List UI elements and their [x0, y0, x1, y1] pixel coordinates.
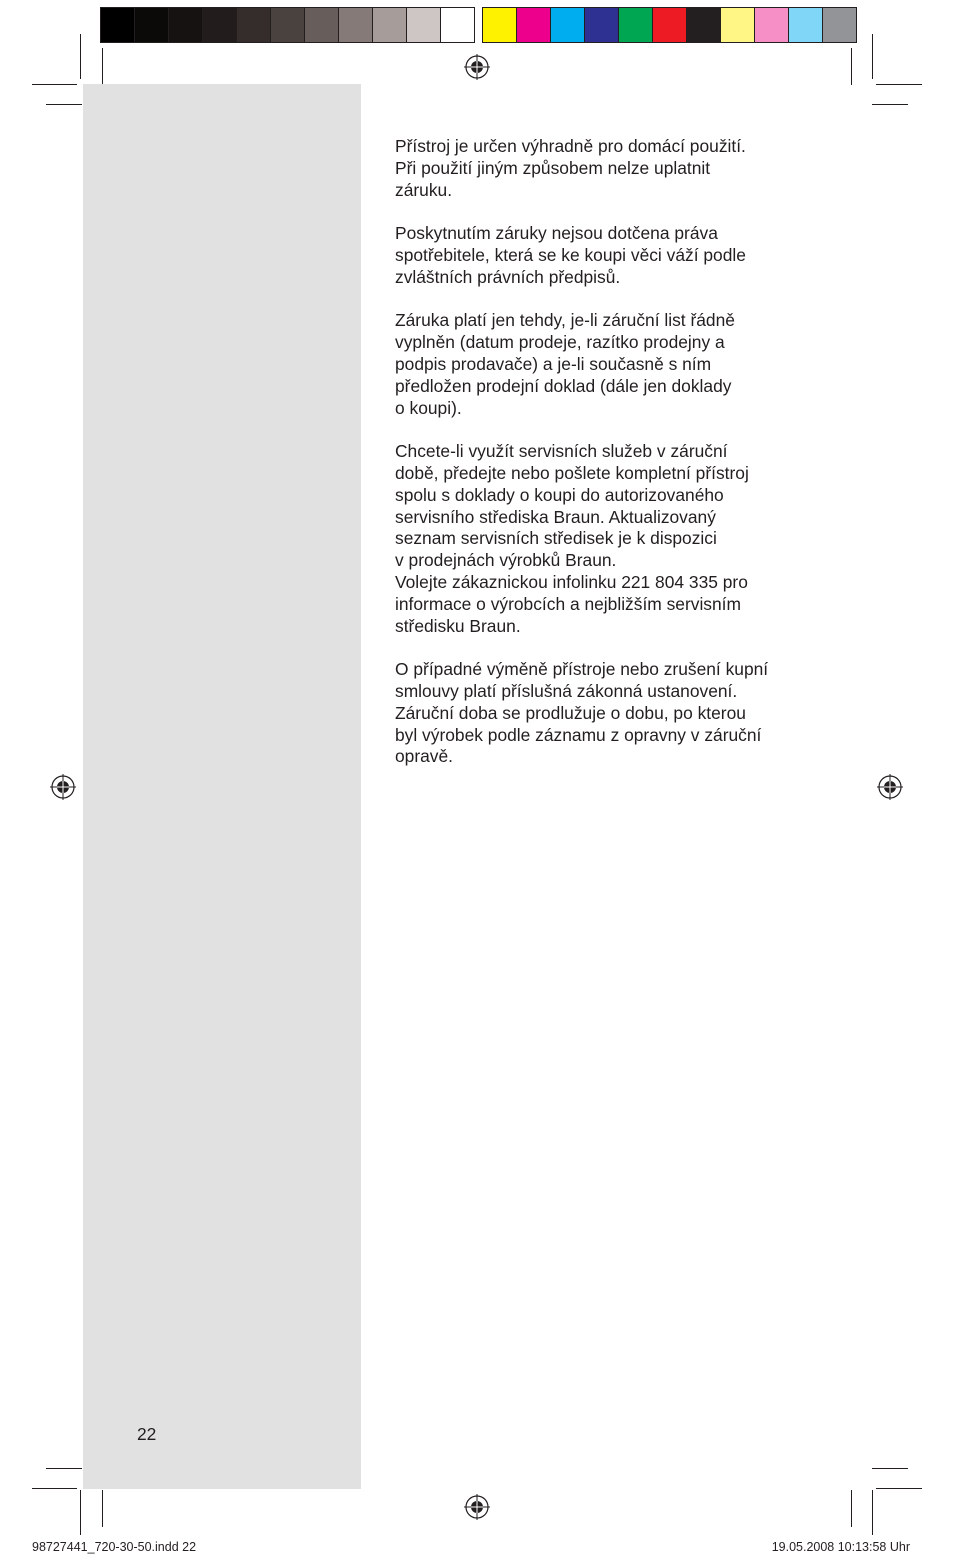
crop-mark [872, 1490, 873, 1535]
crop-mark [32, 1488, 77, 1489]
color-swatch [551, 8, 585, 42]
color-swatch [619, 8, 653, 42]
crop-mark [46, 104, 82, 105]
color-swatch [687, 8, 721, 42]
crop-mark [80, 34, 81, 79]
registration-mark-icon [50, 774, 76, 800]
color-swatch [407, 8, 441, 42]
color-swatch [271, 8, 305, 42]
color-swatch [653, 8, 687, 42]
color-swatch [483, 8, 517, 42]
color-swatch [305, 8, 339, 42]
registration-mark-icon [464, 1494, 490, 1520]
color-swatch [585, 8, 619, 42]
crop-mark [876, 1488, 922, 1489]
color-swatch [441, 8, 474, 42]
crop-mark [851, 48, 852, 85]
color-swatch [373, 8, 407, 42]
color-swatch [755, 8, 789, 42]
color-swatch [237, 8, 271, 42]
color-swatch [101, 8, 135, 42]
color-swatch [517, 8, 551, 42]
crop-mark [46, 1468, 82, 1469]
paragraph: O případné výměně přístroje nebo zrušení kupní smlouvy platí příslušná zákonná ustanovení. Záruční doba se prodlužuje o dobu, po kterou byl výrobek podle záznamu z opravny v záruční opravě. [395, 659, 769, 767]
paragraph: Záruka platí jen tehdy, je-li záruční list řádně vyplněn (datum prodeje, razítko prodejny a podpis prodavače) a je-li současně s ním předložen prodejní doklad (dále jen doklady o koupi). [395, 310, 735, 418]
crop-mark [872, 34, 873, 79]
crop-mark [872, 1468, 908, 1469]
page-number: 22 [137, 1424, 157, 1444]
color-swatch [721, 8, 755, 42]
crop-mark [102, 1490, 103, 1527]
color-swatch [789, 8, 823, 42]
crop-mark [102, 48, 103, 85]
color-swatch [135, 8, 169, 42]
grayscale-color-bar [100, 7, 475, 43]
gray-margin-panel [83, 84, 361, 1489]
color-swatch [823, 8, 856, 42]
color-swatch [339, 8, 373, 42]
crop-mark [32, 84, 77, 85]
crop-mark [80, 1490, 81, 1535]
slug-file-name: 98727441_720-30-50.indd 22 [32, 1540, 197, 1554]
slug-timestamp: 19.05.2008 10:13:58 Uhr [771, 1540, 910, 1554]
crop-mark [851, 1490, 852, 1527]
registration-mark-icon [464, 54, 490, 80]
warranty-text [395, 136, 835, 790]
paragraph: Poskytnutím záruky nejsou dotčena práva spotřebitele, která se ke koupi věci váží podle zvláštních právních předpisů. [395, 223, 746, 287]
paragraph: Přístroj je určen výhradně pro domácí použití. Při použití jiným způsobem nelze uplatnit záruku. [395, 136, 746, 200]
crop-mark [876, 84, 922, 85]
color-swatch [169, 8, 203, 42]
color-swatch [203, 8, 237, 42]
paragraph: Chcete-li využít servisních služeb v záruční době, předejte nebo pošlete kompletní přístroj spolu s doklady o koupi do autorizovaného servisního střediska Braun. Aktualizovaný seznam servisních středisek je k dispozici v prodejnách výrobků Braun. Volejte zákaznickou infolinku 221 804 335 pro informace o výrobcích a nejbližším servisním středisku Braun. [395, 441, 749, 636]
crop-mark [872, 104, 908, 105]
registration-mark-icon [877, 774, 903, 800]
process-color-bar [482, 7, 857, 43]
